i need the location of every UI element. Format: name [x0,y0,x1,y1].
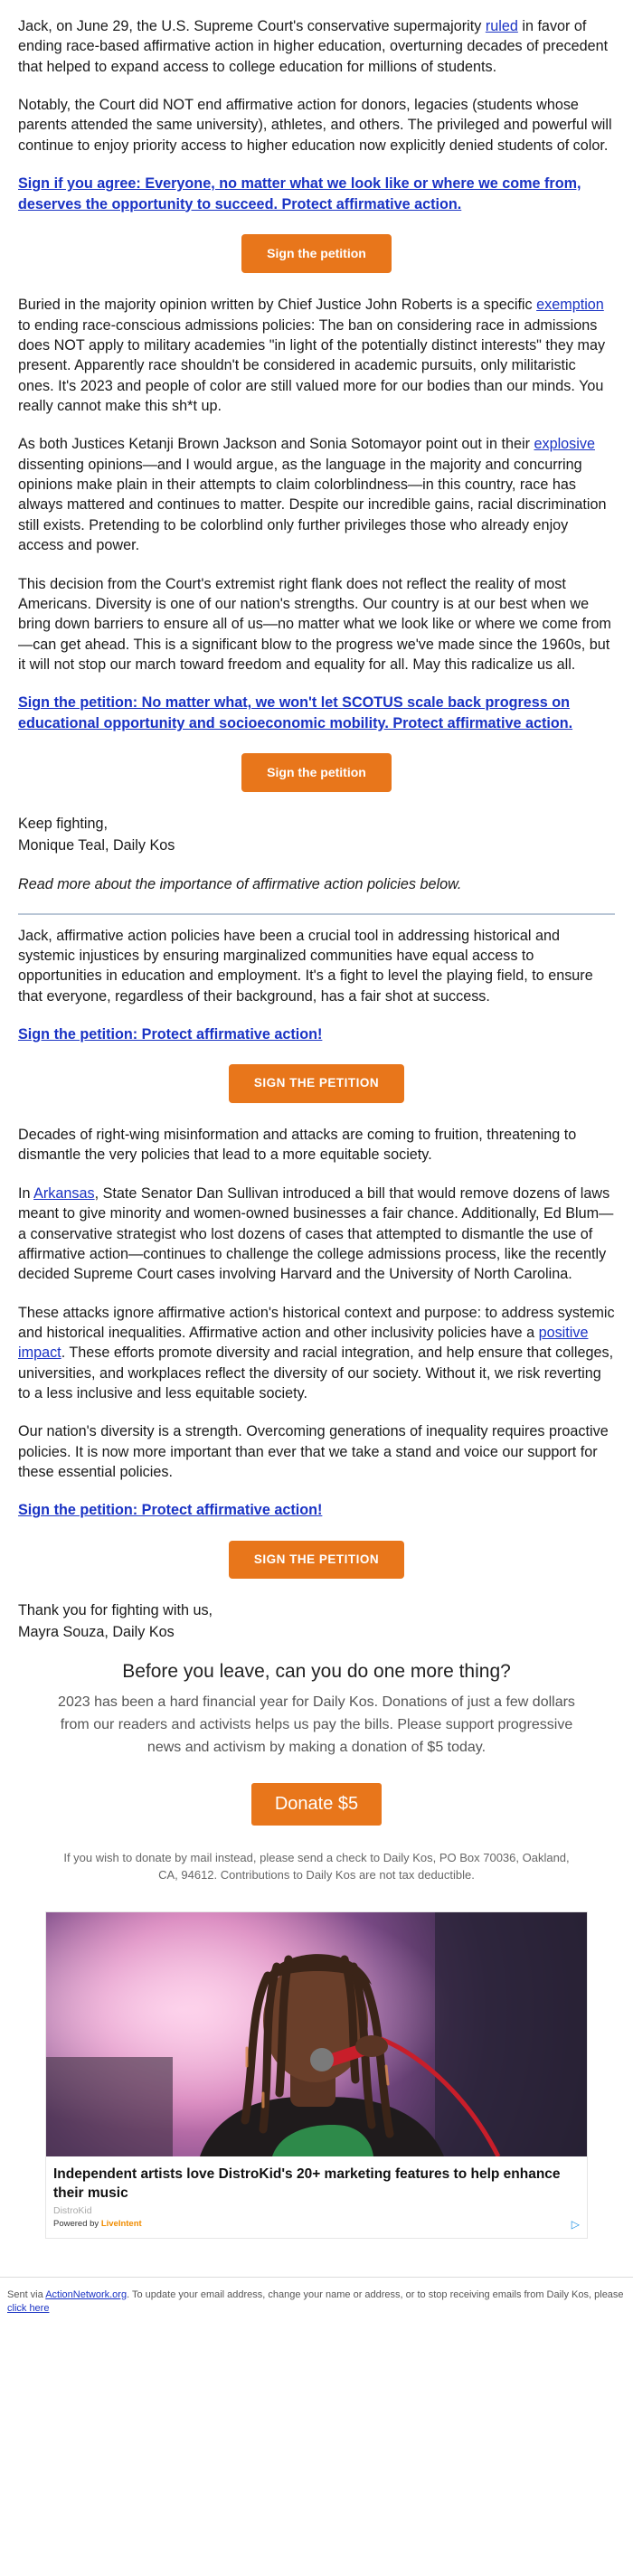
donation-heading: Before you leave, can you do one more thing? [122,1661,511,1683]
petition-cta-text [18,174,615,214]
ad-image[interactable] [46,1912,587,2156]
exemption-link[interactable]: exemption [536,297,604,314]
paragraph [18,295,615,416]
email-content [0,0,633,895]
ad-footer [53,2218,580,2231]
email-footer [0,2277,633,2327]
advertisement[interactable] [45,1911,588,2239]
signoff-line: Keep fighting, [18,816,108,833]
footer-text: Sent via [7,2288,46,2300]
ad-text [46,2156,587,2238]
paragraph-text: in favor of ending race-based affirmative action in higher education, overturning decades of precedent that helped to expand access to college education for millions of students. [18,18,609,75]
footer-text: . To update your email address, change your name or address, or to stop receiving emails from Daily Kos, please [127,2288,624,2300]
mail-donation-note: If you wish to donate by mail instead, please send a check to Daily Kos, PO Box 70036, Oakland, CA, 94612. Contributions to Daily Kos are not tax deductible. [63,1850,570,1882]
paragraph-text: As both Justices Ketanji Brown Jackson and Sonia Sotomayor point out in their [18,436,534,453]
petition-cta-text [18,1500,615,1520]
paragraph: Notably, the Court did NOT end affirmative action for donors, legacies (students whose parents attended the same university), athletes, and others. The privileged and powerful will continue to enjoy priority access to higher education now explicitly denied students of color. [18,97,612,154]
petition-cta-link[interactable]: Sign the petition: Protect affirmative action! [18,1502,323,1519]
explosive-link[interactable]: explosive [534,436,595,453]
unsubscribe-link[interactable]: click here [7,2303,50,2315]
paragraph [18,434,615,555]
button-wrap [18,753,615,792]
petition-cta-link[interactable]: Sign if you agree: Everyone, no matter what we look like or where we come from, deserves the opportunity to succeed. Protect affirmative action. [18,175,581,212]
signoff-line: Thank you for fighting with us, [18,1602,213,1619]
paragraph: This decision from the Court's extremist right flank does not reflect the reality of most Americans. Diversity is one of our nation's strengths. Our country is at our best when we bring down barriers to ensure all of us—no matter what we look like or where we come from—can get ahead. This is a significant blow to the progress we've made since the 1960s, but it will not stop our march toward freedom and equality for all. May this radicalize us all. [18,575,611,673]
petition-cta-link[interactable]: Sign the petition: No matter what, we won't let SCOTUS scale back progress on educational opportunity and socioeconomic mobility. Protect affirmative action. [18,694,573,731]
paragraph [18,1303,615,1404]
paragraph [18,1184,615,1285]
powered-by-label: Powered by [53,2219,99,2230]
donation-ask [0,1661,633,1883]
paragraph-text: , State Senator Dan Sullivan introduced a bill that would remove dozens of laws meant to give minority and women-owned businesses a fair chance. Additionally, Ed Blum—a conservative strategist who lost dozens of cases that attempted to dismantle the use of affirmative action—continues to challenge the college admissions process, like the recently decided Supreme Court cases involving Harvard and the University of North Carolina. [18,1184,614,1283]
signoff [18,814,615,856]
sign-petition-button[interactable]: Sign the petition [241,753,392,792]
paragraph: Jack, affirmative action policies have been a crucial tool in addressing historical and systemic injustices by ensuring marginalized communities have equal access to opportunities in education and employment. It's a fight to level the playing field, to ensure that everyone, regardless of their background, has a fair shot at success. [18,927,593,1005]
donate-button[interactable]: Donate $5 [251,1783,382,1826]
button-wrap [18,1541,615,1580]
ruled-link[interactable]: ruled [485,18,518,34]
signoff-name: Monique Teal, Daily Kos [18,836,175,854]
section-divider [18,913,615,915]
ad-attribution [53,2219,142,2229]
paragraph [18,16,615,77]
paragraph-text: to ending race-conscious admissions policies: The ban on considering race in admissions does NOT apply to military academies "in light of the potentially distinct interests" they may present. Apparently race shouldn't be considered in academic pursuits, only militaristic ones. It's 2023 and people of color are still valued more for our bodies than our minds. You really cannot make this sh*t up. [18,316,606,414]
paragraph-text: Buried in the majority opinion written by Chief Justice John Roberts is a specific [18,297,537,314]
paragraph-text: In [18,1184,34,1202]
play-icon[interactable]: ▷ [571,2217,580,2231]
sign-petition-button[interactable]: SIGN THE PETITION [229,1064,404,1103]
actionnetwork-link[interactable]: ActionNetwork.org [45,2288,128,2300]
paragraph: Our nation's diversity is a strength. Overcoming generations of inequality requires proactive policies. It is now more important than ever that we take a stand and voice our support for these essential policies. [18,1423,609,1481]
positive-impact-link[interactable]: positive impact [18,1324,589,1362]
signoff-name: Mayra Souza, Daily Kos [18,1623,175,1640]
paragraph-text: These attacks ignore affirmative action's historical context and purpose: to address systemic and historical inequalities. Affirmative action and other inclusivity policies have a [18,1304,615,1341]
paragraph-text: dissenting opinions—and I would argue, as the language in the majority and concurring opinions make plain in their attempts to claim colorblindness—in this country, race has always mattered and continues to matter. Despite our incredible gains, racial discrimination still exists. Pretending to be colorblind only further privileges those who already enjoy access and power. [18,456,607,554]
signoff [18,1600,615,1643]
sign-petition-button[interactable]: SIGN THE PETITION [229,1541,404,1580]
paragraph-text: . These efforts promote diversity and racial integration, and help ensure that colleges, universities, and workplaces reflect the diversity of our society. Without it, we risk reverting to a less inclusive and less equitable society. [18,1345,614,1402]
petition-cta-text [18,1024,615,1044]
sign-petition-button[interactable]: Sign the petition [241,234,392,273]
paragraph-text: Jack, on June 29, the U.S. Supreme Court's conservative supermajority [18,18,486,34]
ad-title[interactable]: Independent artists love DistroKid's 20+ marketing features to help enhance their music [53,2166,561,2201]
button-wrap [18,234,615,273]
read-more-note: Read more about the importance of affirmative action policies below. [18,876,462,893]
ad-source: DistroKid [53,2204,92,2216]
petition-cta-link[interactable]: Sign the petition: Protect affirmative action! [18,1026,323,1043]
arkansas-link[interactable]: Arkansas [33,1184,95,1202]
donation-body: 2023 has been a hard financial year for Daily Kos. Donations of just a few dollars from our readers and activists helps us pay the bills. Please support progressive news and activism by making a donation of $5 today. [58,1694,575,1756]
performer-illustration [46,1912,587,2156]
liveintent-brand: LiveIntent [100,2219,142,2230]
email-content-2 [0,926,633,1644]
button-wrap [18,1064,615,1103]
petition-cta-text [18,693,615,733]
paragraph: Decades of right-wing misinformation and attacks are coming to fruition, threatening to dismantle the very policies that lead to a more equitable society. [18,1127,577,1164]
